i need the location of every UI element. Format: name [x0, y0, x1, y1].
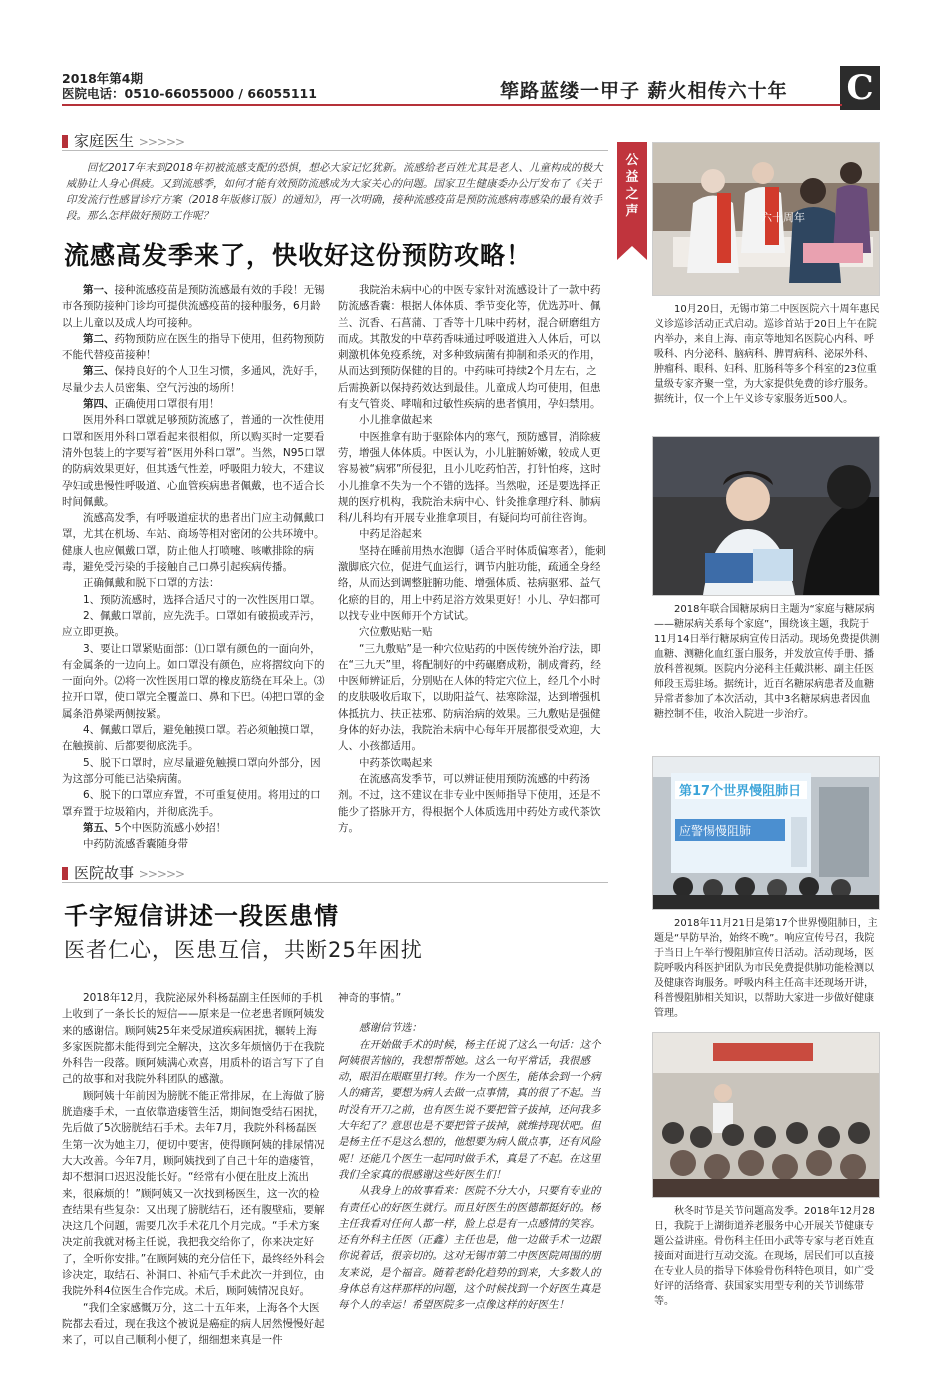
hospital-phone: 医院电话：0510-66055000 / 66055111 — [62, 86, 317, 101]
article-intro: 回忆2017年末到2018年初被流感支配的恐惧，想必大家记忆犹新。流感给老百姓尤其是老人、儿童构成的极大威胁让人身心俱疲。又到流感季，如何才能有效预防流感成为大家关心的问题。国家卫生健康委办公厅发布了《关于印发流行性感冒诊疗方案（2018年版修订版）的通知》，再一次明确，接种流感疫苗是预防流感病毒感染的最有效手段。那么怎样做好预防工作呢？ — [66, 162, 603, 222]
story-subtitle: 医者仁心，医患互信，共断25年困扰 — [64, 938, 423, 962]
paragraph: 从我身上的故事看来：医院不分大小，只要有专业的有责任心的好医生就行。而且好医生的医德都挺好的。杨主任我看对任何人都一样，脸上总是有一点感情的笑容。还有外科主任医（正鑫）主任也是，他一边做手术一边跟你说着话，很亲切的。这对无锡市第二中医医院周围的朋友来说，是个福音。随着老龄化趋势的到来，大多数人的身体总有这样那样的问题，这个时候找到一个好医生真是每个人的幸运！希望医院多一点像这样的好医生！ — [338, 1185, 601, 1312]
screen-subtitle: 应警惕慢阻肺 — [679, 824, 752, 838]
paragraph — [62, 722, 326, 755]
page-letter-badge: C — [840, 66, 880, 110]
paragraph — [338, 412, 606, 428]
paragraph-text: 3、要让口罩紧贴面部：⑴口罩有颜色的一面向外，有金属条的一边向上。如口罩没有颜色，应将摺纹向下的一面向外。⑵将一次性医用口罩的橡皮筋绕在耳朵上。⑶拉开口罩，使口罩完全覆盖口、鼻和下巴。⑷把口罩的金属条沿鼻梁两侧按紧。 — [62, 642, 325, 720]
paragraph-text: 6、脱下的口罩应弃置，不可重复使用。将用过的口罩弃置于垃圾箱内，并彻底洗手。 — [62, 789, 321, 818]
paragraph: 在开始做手术的时候，杨主任说了这么一句话：这个阿姨很苦恼的，我想帮帮她。这么一句平常话，我很感动，眼泪在眼眶里打转。作为一个医生，能体会到一个病人的痛苦，要想为病人去做一点事情，真的很了不起。当时没有开刀之前，也有医生说不要把管子拔掉，还问我多大年纪了？意思也是不要把管子拔掉，就维持现状吧。但是杨主任不是这么想的，他想要为病人做点事，还有风险呢！还能几个医生一起同时做手术，真是了不起。在这里我们全家真的很感谢这些好医生们！ — [338, 1038, 601, 1181]
paragraph-text: 坚持在睡前用热水泡脚（适合平时体质偏寒者），能刺激脚底穴位，促进气血运行，调节内脏功能，疏通全身经络，从而达到调整脏腑功能、增强体质、祛病驱邪、益气化瘀的目的，用上中药足浴方效果更好！小儿、孕妇都可以找专业中医师开个方试试。 — [338, 544, 606, 622]
story-column-1 — [62, 990, 326, 1349]
paragraph-key: 第三、 — [83, 365, 115, 378]
paragraph-text: 穴位敷贴贴一贴 — [359, 626, 433, 639]
section-arrows: >>>>> — [138, 867, 185, 881]
paragraph-key: 第一、 — [83, 284, 115, 296]
section-marker — [62, 867, 68, 880]
paragraph-text: 接种流感疫苗是预防流感最有效的手段！无锡市各预防接种门诊均可提供流感疫苗的接种服务，6月龄以上儿童以及成人均可接种。 — [62, 284, 325, 329]
paragraph — [62, 592, 326, 608]
story-column-2 — [338, 990, 606, 1314]
section-tag-hospital-story — [62, 862, 184, 883]
paragraph — [338, 543, 606, 624]
paragraph — [62, 331, 326, 364]
paragraph — [338, 526, 606, 542]
paragraph-text: 2、佩戴口罩前，应先洗手。口罩如有破损或弄污，应立即更换。 — [62, 609, 321, 639]
paragraph: “我们全家感慨万分，这二十五年来，上海各个大医院都去看过，现在我这个被说是癌症的病人居然慢慢好起来了，可以自己顺利小便了，细细想来真是一件 — [62, 1301, 325, 1347]
paragraph-key: 第二、 — [83, 332, 115, 345]
paragraph-text: 在流感高发季节，可以辨证使用预防流感的中药汤剂。不过，这不建议在非专业中医师指导下使用，还是不能少了搭脉开方，得根据个人体质选用中药处方或代茶饮方。 — [338, 772, 601, 834]
paragraph — [62, 641, 326, 722]
paragraph-text: “三九敷贴”是一种穴位贴药的中医传统外治疗法，即在“三九天”里，将配制好的中药碾磨成粉，制成膏药，经中医师辨证后，分别贴在人体的特定穴位上，经几个小时的皮肤吸收后取下，以助阳益气、祛寒除湿，达到增强机体抵抗力、扶正祛邪、防病治病的效果。三九敷贴是强健身体的好办法，我院治未病中心每年开展都很受欢迎，大人、小孩都适用。 — [338, 642, 601, 753]
photo-joint-lecture-image — [653, 1033, 879, 1197]
paragraph-text: 医用外科口罩就足够预防流感了，普通的一次性使用口罩和医用外科口罩看起来很相似，所以购买时一定要看清外包装上的字要写着“医用外科口罩”。当然，N95口罩的防病效果更好，但其透气性差，呼吸阻力较大，不建议孕妇或患慢性呼吸道、心血管疾病患者佩戴，也不适合长时间佩戴。 — [62, 414, 326, 508]
paragraph-key: 第五、 — [83, 821, 115, 834]
article-title: 流感高发季来了，快收好这份预防攻略！ — [64, 241, 533, 270]
paragraph — [62, 575, 326, 591]
paragraph — [62, 608, 326, 641]
section-tag-family-doctor — [62, 130, 184, 151]
photo-joint-lecture — [652, 1032, 880, 1198]
story-continued: 神奇的事情。” — [338, 992, 402, 1004]
paragraph — [338, 429, 606, 527]
paragraph — [62, 282, 326, 331]
paragraph-text: 中药茶饮喝起来 — [359, 756, 433, 769]
paragraph-text: 5、脱下口罩时，应尽量避免触摸口罩向外部分，因为这部分可能已沾染病菌。 — [62, 756, 321, 785]
section-marker — [62, 135, 68, 148]
paragraph — [62, 363, 326, 396]
sidebar-tag — [617, 142, 647, 246]
caption-copd-day: 2018年11月21日是第17个世界慢阻肺日，主题是“早防早治，始终不晚”。响应宣传号召，我院于当日上午举行慢阻肺宣传日活动。活动现场，医院呼吸内科医护团队为市民免费提供肺功能检测以及健康咨询服务。呼吸内科主任高丰还现场开讲，科普慢阻肺相关知识，以帮助大家进一步做好健康管理。 — [654, 918, 878, 1019]
paragraph-text: 中医推拿有助于驱除体内的寒气，预防感冒，消除疲劳，增强人体体质。中医认为，小儿脏腑娇嫩，较成人更容易被“病邪”所侵犯，且小儿吃药怕苦，打针怕疼，这时小儿推拿不失为一个不错的选择。当然啦，还是要选择正规的医疗机构，我院治未病中心、针灸推拿理疗科、肺病科/儿科均有开展专业推拿项目，有疑问均可前往咨询。 — [338, 430, 601, 525]
paragraph-text: 流感高发季，有呼吸道症状的患者出门应主动佩戴口罩，尤其在机场、车站、商场等相对密闭的公共环境中。健康人也应佩戴口罩，防止他人打喷嚏、咳嗽排除的病毒，避免受污染的手接触自己口鼻引起疾病传播。 — [62, 512, 325, 574]
photo-free-clinic-image — [653, 143, 879, 295]
section-tag-label: 医院故事 — [74, 864, 135, 882]
header-slogan: 筚路蓝缕一甲子 薪火相传六十年 — [500, 80, 788, 102]
paragraph — [338, 282, 606, 412]
story-title: 千字短信讲述一段医患情 — [64, 902, 339, 930]
article-column-2 — [338, 282, 606, 836]
section-tag-label: 家庭医生 — [74, 132, 135, 150]
screen-title: 第17个世界慢阻肺日 — [679, 784, 802, 799]
paragraph — [62, 412, 326, 510]
section-rule — [62, 882, 608, 883]
sidebar-tag-label: 公益之声 — [625, 153, 639, 219]
paragraph-text: 保持良好的个人卫生习惯，多通风，洗好手，尽量少去人员密集、空气污浊的场所！ — [62, 365, 325, 394]
paragraph — [338, 641, 606, 755]
paragraph-text: 正确佩戴和脱下口罩的方法： — [83, 577, 220, 590]
paragraph — [62, 510, 326, 575]
paragraph-text: 4、佩戴口罩后，避免触摸口罩。若必须触摸口罩，在触摸前、后都要彻底洗手。 — [62, 724, 321, 753]
paragraph: 2018年12月，我院泌尿外科杨磊副主任医师的手机上收到了一条长长的短信——原来是一位老患者顾阿姨发来的感谢信。顾阿姨25年来受尿道疾病困扰，辗转上海多家医院都未能得到完全解决，这次多年烦恼仍于在我院外科告一段落。顾阿姨满心欢喜，用质朴的语言写下了自己的故事和对我院外科团队的感激。 — [62, 992, 325, 1086]
paragraph-text: 我院治未病中心的中医专家针对流感设计了一款中药防流感香囊：根据人体体质、季节变化等，优选苏叶、佩兰、沉香、石菖蒲、丁香等十几味中药材，混合研磨组方而成。其散发的中草药香味通过呼吸道进入人体后，可以刺激机体免疫系统，对多种致病菌有抑制和杀灭的作用，从而达到预防保健的目的。中药味可持续2个月左右，之后需换新以保持药效达到最佳。儿童成人均可使用，但患有支气管炎、哮喘和过敏性疾病的患者慎用，孕妇禁用。 — [338, 284, 601, 411]
paragraph-text: 中药防流感香囊随身带 — [83, 838, 188, 851]
paragraph — [62, 396, 326, 412]
paragraph: 顾阿姨十年前因为膀胱不能正常排尿，在上海做了膀胱造瘘手术，一直依靠造瘘管生活，期间饱受结石困扰，先后做了5次膀胱结石手术。去年7月，我院外科杨磊医生第一次为她主刀，便切中要害，使得顾阿姨的排尿情况大大改善。今年7月，顾阿姨找到了自己十年的造瘘管，却不想洞口迟迟没能长好。“经常有小便在肚皮上流出来，很麻烦的！”顾阿姨又一次找到杨医生，这一次的检查结果有些复杂：又出现了膀胱结石，还有腹壁疝，要解决这几个问题，需要几次手术花几个月完成。“手术方案决定前我就对杨主任说，我把我交给你了，你来决定好了，全听你安排。”在顾阿姨的充分信任下，最终经外科会诊决定，取结石、补洞口、补疝气手术此次一并到位，由我院外科4位医生合作完成。术后，顾阿姨情况良好。 — [62, 1089, 325, 1298]
photo-diabetes-day-image — [653, 437, 879, 595]
sash-text: 六十周年 — [761, 211, 805, 224]
paragraph-text: 药物预防应在医生的指导下使用，但药物预防不能代替疫苗接种！ — [62, 332, 325, 362]
paragraph — [62, 755, 326, 788]
photo-copd-day — [652, 756, 880, 910]
paragraph-text: 小儿推拿做起来 — [359, 414, 433, 427]
photo-copd-day-image — [653, 757, 879, 909]
article-column-1 — [62, 282, 326, 852]
letter-heading: 感谢信节选： — [359, 1022, 422, 1035]
caption-free-clinic: 10月20日，无锡市第二中医医院六十周年惠民义诊巡诊活动正式启动。巡诊首站于20日上午在院内举办，来自上海、南京等地知名医院心内科、呼吸科、内分泌科、脑病科、脾胃病科、泌尿外科、肿瘤科、眼科、妇科、肛肠科等多个科室的23位重量级专家齐聚一堂，为大家提供免费的诊疗服务。据统计，仅一个上午义诊专家服务近500人。 — [654, 304, 880, 405]
paragraph-text: 1、预防流感时，选择合适尺寸的一次性医用口罩。 — [83, 593, 321, 606]
caption-joint-lecture: 秋冬时节是关节问题高发季。2018年12月28日，我院于上湖街道养老服务中心开展关节健康专题公益讲座。骨伤科主任田小武等专家与老百姓直接面对面进行互动交流。在现场，居民们可以直接在专业人员的指导下体验骨伤科特色项目，如广受好评的活络膏、获国家实用型专利的关节训练带等。 — [654, 1206, 875, 1307]
letter-excerpt — [338, 1037, 606, 1314]
paragraph — [338, 771, 606, 836]
section-rule — [62, 150, 608, 151]
paragraph-text: 5个中医防流感小妙招！ — [114, 821, 227, 834]
photo-diabetes-day — [652, 436, 880, 596]
paragraph-key: 第四、 — [83, 398, 115, 411]
section-arrows: >>>>> — [138, 135, 185, 149]
caption-diabetes-day: 2018年联合国糖尿病日主题为“家庭与糖尿病——糖尿病关系每个家庭”，围绕该主题，我院于11月14日举行糖尿病宣传日活动。现场免费提供测血糖、测糖化血红蛋白服务，并发放宣传手册、播放科普视频。医院内分泌科主任戴洪彬、副主任医师段玉焉驻场。据统计，近百名糖尿病患者及血糖异常者参加了本次活动，其中3名糖尿病患者因血糖控制不佳，收治入院进一步治疗。 — [654, 604, 880, 720]
photo-free-clinic — [652, 142, 880, 296]
page-header-info — [62, 71, 317, 101]
paragraph — [62, 787, 326, 820]
paragraph — [338, 624, 606, 640]
paragraph — [62, 836, 326, 852]
paragraph-text: 中药足浴起来 — [359, 528, 422, 541]
issue-label: 2018年第4期 — [62, 71, 143, 86]
paragraph-text: 正确使用口罩很有用！ — [114, 398, 220, 411]
paragraph — [338, 755, 606, 771]
header-divider — [62, 104, 842, 106]
paragraph — [62, 820, 326, 836]
